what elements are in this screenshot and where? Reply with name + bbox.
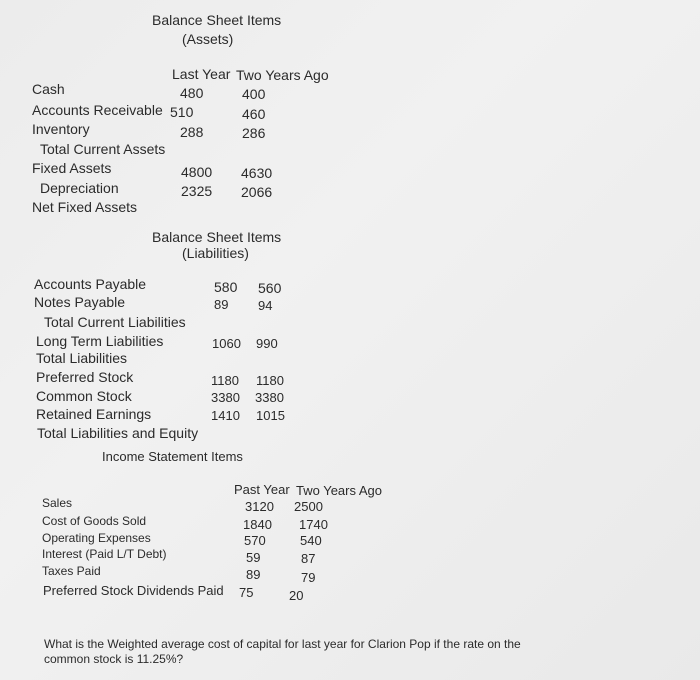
income-label: Preferred Stock Dividends Paid bbox=[43, 583, 224, 598]
income-past: 1840 bbox=[243, 517, 272, 532]
income-past: 89 bbox=[246, 567, 261, 582]
assets-subtitle: (Assets) bbox=[182, 31, 234, 47]
liability-label: Retained Earnings bbox=[36, 406, 152, 422]
income-past: 570 bbox=[244, 533, 266, 548]
liability-label: Total Liabilities bbox=[36, 350, 128, 366]
liability-last: 3380 bbox=[211, 390, 240, 405]
asset-label: Inventory bbox=[32, 121, 90, 137]
asset-label: Depreciation bbox=[40, 180, 119, 196]
liability-label: Total Liabilities and Equity bbox=[37, 425, 199, 441]
income-past: 75 bbox=[239, 585, 254, 600]
income-label: Operating Expenses bbox=[42, 531, 151, 545]
liability-label: Total Current Liabilities bbox=[44, 314, 186, 330]
income-col-two-years-ago: Two Years Ago bbox=[296, 483, 383, 498]
asset-label: Total Current Assets bbox=[40, 141, 166, 157]
income-past: 3120 bbox=[245, 499, 274, 514]
asset-two: 400 bbox=[242, 86, 266, 102]
assets-title: Balance Sheet Items bbox=[152, 12, 282, 28]
income-label: Taxes Paid bbox=[42, 564, 101, 578]
liability-last: 1180 bbox=[211, 373, 239, 388]
liability-last: 1060 bbox=[212, 336, 241, 351]
asset-two: 2066 bbox=[241, 184, 273, 200]
assets-col-two-years-ago: Two Years Ago bbox=[236, 67, 329, 83]
income-two: 2500 bbox=[294, 499, 323, 514]
asset-last: 4800 bbox=[181, 164, 213, 180]
income-label: Sales bbox=[42, 496, 73, 510]
asset-two: 460 bbox=[242, 106, 266, 122]
liability-label: Accounts Payable bbox=[34, 276, 147, 292]
asset-last: 288 bbox=[180, 124, 204, 140]
assets-col-last-year: Last Year bbox=[172, 66, 231, 82]
liabilities-title: Balance Sheet Items bbox=[152, 229, 282, 245]
income-two: 540 bbox=[300, 533, 322, 548]
liability-two: 94 bbox=[258, 298, 273, 313]
income-title: Income Statement Items bbox=[102, 449, 243, 464]
liability-two: 1015 bbox=[256, 408, 285, 423]
income-two: 1740 bbox=[299, 517, 328, 532]
income-past: 59 bbox=[246, 550, 261, 565]
liability-two: 560 bbox=[258, 280, 282, 296]
income-two: 20 bbox=[289, 588, 304, 603]
income-label: Cost of Goods Sold bbox=[42, 514, 147, 528]
asset-label: Net Fixed Assets bbox=[32, 199, 138, 215]
liability-two: 3380 bbox=[255, 390, 284, 405]
liability-last: 580 bbox=[214, 279, 238, 295]
income-label: Interest (Paid L/T Debt) bbox=[42, 547, 167, 561]
asset-two: 4630 bbox=[241, 165, 273, 181]
liabilities-subtitle: (Liabilities) bbox=[182, 245, 249, 261]
asset-last: 2325 bbox=[181, 183, 213, 199]
question-line-1: What is the Weighted average cost of capital for last year for Clarion Pop if the rate on the bbox=[44, 637, 521, 651]
asset-label: Cash bbox=[32, 81, 65, 97]
liability-two: 1180 bbox=[256, 373, 284, 388]
asset-label: Accounts Receivable bbox=[32, 102, 163, 118]
asset-label: Fixed Assets bbox=[32, 160, 112, 176]
liability-two: 990 bbox=[256, 336, 278, 351]
asset-two: 286 bbox=[242, 125, 266, 141]
question-line-2: common stock is 11.25%? bbox=[44, 652, 184, 666]
income-col-past-year: Past Year bbox=[234, 482, 290, 497]
liability-label: Preferred Stock bbox=[36, 369, 134, 385]
liability-label: Common Stock bbox=[36, 388, 132, 404]
liability-last: 89 bbox=[214, 297, 229, 312]
asset-last: 510 bbox=[170, 104, 194, 120]
asset-last: 480 bbox=[180, 85, 204, 101]
liability-label: Notes Payable bbox=[34, 294, 126, 310]
liability-label: Long Term Liabilities bbox=[36, 333, 164, 349]
income-two: 79 bbox=[301, 570, 316, 585]
liability-last: 1410 bbox=[211, 408, 240, 423]
income-two: 87 bbox=[301, 551, 316, 566]
